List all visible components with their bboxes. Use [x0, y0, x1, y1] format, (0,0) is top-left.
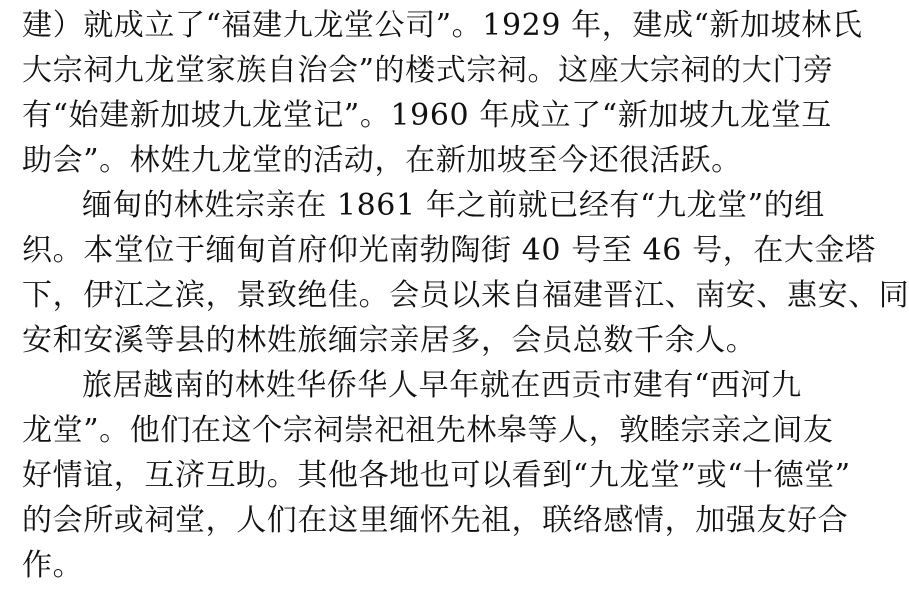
paragraph-2-line-3: 下，伊江之滨，景致绝佳。会员以来自福建晋江、南安、惠安、同	[22, 278, 909, 313]
paragraph-3-line-5: 作。	[22, 548, 84, 583]
paragraph-2-line-2: 织。本堂位于缅甸首府仰光南勃陶街 40 号至 46 号，在大金塔	[22, 233, 876, 268]
paragraph-3-line-1: 旅居越南的林姓华侨华人早年就在西贡市建有“西河九	[82, 368, 802, 403]
paragraph-3-line-2: 龙堂”。他们在这个宗祠崇祀祖先林皋等人，敦睦宗亲之间友	[22, 413, 834, 448]
text-line-4: 助会”。林姓九龙堂的活动，在新加坡至今还很活跃。	[22, 143, 742, 178]
paragraph-2-line-4: 安和安溪等县的林姓旅缅宗亲居多，会员总数千余人。	[22, 323, 757, 358]
paragraph-2-line-1: 缅甸的林姓宗亲在 1861 年之前就已经有“九龙堂”的组	[82, 188, 825, 223]
paragraph-3-line-4: 的会所或祠堂，人们在这里缅怀先祖，联络感情，加强友好合	[22, 503, 849, 538]
paragraph-3-line-3: 好情谊，互济互助。其他各地也可以看到“九龙堂”或“十德堂”	[22, 458, 851, 493]
text-line-2: 大宗祠九龙堂家族自治会”的楼式宗祠。这座大宗祠的大门旁	[22, 53, 834, 88]
text-line-1: 建）就成立了“福建九龙堂公司”。1929 年，建成“新加坡林氏	[22, 8, 863, 43]
text-line-3: 有“始建新加坡九龙堂记”。1960 年成立了“新加坡九龙堂互	[22, 98, 832, 133]
